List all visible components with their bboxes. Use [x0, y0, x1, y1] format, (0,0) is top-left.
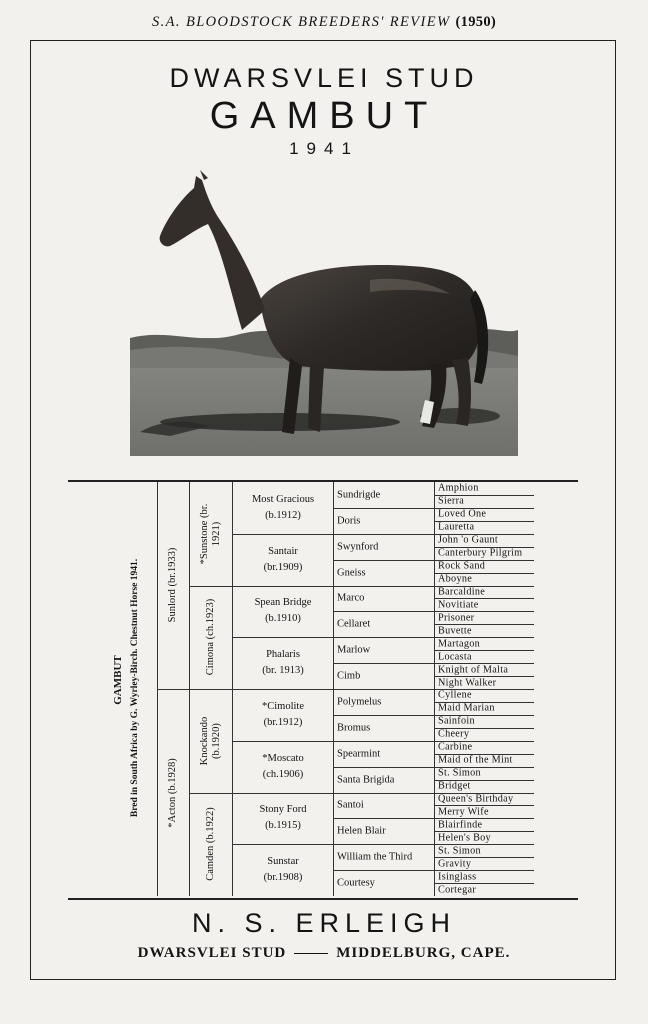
gen5-ancestor: Sierra — [438, 495, 465, 507]
gen3-ancestor-detail: (br.1909) — [263, 561, 303, 573]
pedigree-top-rule — [68, 480, 578, 482]
gen5-ancestor: Isinglass — [438, 871, 477, 883]
running-head — [0, 14, 648, 31]
gen5-ancestor: Cortegar — [438, 884, 477, 896]
gen3-divider — [232, 586, 333, 587]
subject-breeding-note: Bred in South Africa by G. Wyrley-Birch. Chestnut Horse 1941. — [130, 558, 140, 818]
gen5-ancestor: Cheery — [438, 728, 470, 740]
gen4-divider — [333, 767, 434, 768]
subject-horse-name: GAMBUT — [112, 655, 124, 705]
gen3-ancestor-name: Most Gracious — [251, 493, 315, 505]
gen5-ancestor: Rock Sand — [438, 560, 486, 572]
sire-name: Sunlord (br.1933) — [167, 547, 178, 623]
gen3-ancestor — [234, 699, 332, 731]
gen5-ancestor: Martagon — [438, 638, 481, 650]
publication-title: S.A. BLOODSTOCK BREEDERS' REVIEW — [151, 14, 451, 30]
gen5-ancestor: Canterbury Pilgrim — [438, 547, 523, 559]
gen3-ancestor-detail: (b.1915) — [265, 820, 301, 832]
gen4-ancestor: Helen Blair — [337, 825, 386, 837]
gen4-divider — [333, 534, 434, 535]
pedigree-bottom-rule — [68, 898, 578, 900]
gen5-ancestor: Knight of Malta — [438, 664, 509, 676]
gen5-ancestor: Gravity — [438, 858, 472, 870]
horse-title: GAMBUT — [209, 95, 439, 137]
gen3-ancestor — [234, 854, 332, 886]
gen3-ancestor-name: *Moscato — [262, 752, 304, 764]
gen3-ancestor-detail: (ch.1906) — [262, 768, 304, 780]
gen5-ancestor: Night Walker — [438, 677, 497, 689]
gen5-ancestor: St. Simon — [438, 845, 481, 857]
gen3-ancestor-name: Spean Bridge — [254, 597, 312, 609]
gen3-ancestor-name: Sunstar — [267, 856, 299, 868]
gen5-ancestor: Amphion — [438, 482, 479, 494]
gen4-ancestor: Marco — [337, 592, 365, 604]
gen4-divider — [333, 560, 434, 561]
gen4-divider — [333, 844, 434, 845]
gen2-ancestor: Cimona (ch.1923) — [205, 599, 216, 676]
gen3-ancestor — [234, 595, 332, 627]
gen3-divider — [232, 844, 333, 845]
gen4-divider — [333, 818, 434, 819]
gen5-ancestor: Queen's Birthday — [438, 793, 514, 805]
gen3-ancestor-detail: (br.1912) — [263, 716, 303, 728]
gen5-ancestor: Lauretta — [438, 521, 475, 533]
gen4-divider — [333, 586, 434, 587]
gen3-divider — [232, 534, 333, 535]
gen5-ancestor: Locasta — [438, 651, 472, 663]
gen3-ancestor-name: Phalaris — [266, 649, 300, 661]
gen3-ancestor — [234, 492, 332, 524]
gen3-ancestor — [234, 544, 332, 576]
gen4-ancestor: Santa Brigida — [337, 774, 395, 786]
address-dash — [294, 953, 328, 955]
gen4-ancestor: Santoi — [337, 799, 364, 811]
gen3-ancestor-detail: (b.1910) — [265, 613, 301, 625]
gen2-ancestor: Camden (b.1922) — [205, 807, 216, 881]
stud-address — [0, 945, 648, 962]
gen4-ancestor: Bromus — [337, 722, 371, 734]
gen4-divider — [333, 689, 434, 690]
gen5-ancestor: Loved One — [438, 508, 487, 520]
gen3-ancestor-name: Santair — [268, 545, 298, 557]
dam-name: *Acton (b.1928) — [167, 758, 178, 828]
gen4-ancestor: Cimb — [337, 670, 361, 682]
gen3-ancestor-name: *Cimolite — [262, 700, 304, 712]
horse-photo — [130, 170, 518, 456]
gen3-ancestor — [234, 751, 332, 783]
gen4-ancestor: Polymelus — [337, 696, 382, 708]
gen4-ancestor: Doris — [337, 515, 361, 527]
gen5-ancestor: Prisoner — [438, 612, 475, 624]
gen4-ancestor: Cellaret — [337, 618, 371, 630]
gen4-divider — [333, 663, 434, 664]
gen3-divider — [232, 793, 333, 794]
gen4-ancestor: Courtesy — [337, 877, 375, 889]
gen4-divider — [333, 637, 434, 638]
gen2-ancestor: Knockando (b.1920) — [199, 716, 222, 765]
stud-title: DWARSVLEI STUD — [169, 63, 479, 93]
gen5-ancestor: John 'o Gaunt — [438, 534, 499, 546]
gen3-ancestor-name: Stony Ford — [259, 804, 307, 816]
gen4-divider — [333, 741, 434, 742]
gen5-ancestor: Merry Wife — [438, 806, 489, 818]
gen2-divider — [189, 689, 232, 690]
publication-year: (1950) — [455, 14, 497, 30]
gen3-divider — [232, 689, 333, 690]
gen3-ancestor-detail: (b.1912) — [265, 509, 301, 521]
gen5-ancestor: Helen's Boy — [438, 832, 491, 844]
gen3-divider — [232, 741, 333, 742]
gen5-ancestor: Aboyne — [438, 573, 473, 585]
gen4-divider — [333, 715, 434, 716]
gen5-ancestor: Barcaldine — [438, 586, 486, 598]
gen3-ancestor-detail: (br.1908) — [263, 872, 303, 884]
gen4-divider — [333, 508, 434, 509]
gen4-ancestor: Gneiss — [337, 567, 366, 579]
gen3-divider — [232, 637, 333, 638]
gen5-ancestor: Novitiate — [438, 599, 479, 611]
gen5-ancestor: Bridget — [438, 780, 471, 792]
gen4-divider — [333, 611, 434, 612]
gen5-ancestor: Maid of the Mint — [438, 754, 513, 766]
gen2-ancestor: *Sunstone (br. 1921) — [199, 503, 222, 565]
gen3-ancestor — [234, 802, 332, 834]
gen4-ancestor: Sundrigde — [337, 489, 381, 501]
gen4-ancestor: Swynford — [337, 541, 379, 553]
gen5-ancestor: Carbine — [438, 741, 473, 753]
gen5-ancestor: Maid Marian — [438, 702, 495, 714]
foaling-year: 1941 — [289, 139, 359, 158]
gen2-divider — [189, 793, 232, 794]
gen5-ancestor: Blairfinde — [438, 819, 483, 831]
gen5-ancestor: Buvette — [438, 625, 472, 637]
address-stud: DWARSVLEI STUD — [137, 945, 287, 961]
owner-name: N. S. ERLEIGH — [191, 908, 457, 938]
gen5-ancestor: Cyllene — [438, 689, 472, 701]
gen2-divider — [189, 586, 232, 587]
gen4-divider — [333, 793, 434, 794]
address-location: MIDDELBURG, CAPE. — [336, 945, 511, 961]
gen4-ancestor: William the Third — [337, 851, 413, 863]
gen3-ancestor — [234, 647, 332, 679]
gen5-ancestor: Sainfoin — [438, 715, 475, 727]
gen5-ancestor: St. Simon — [438, 767, 481, 779]
pedigree-sire-dam-divider — [157, 689, 189, 690]
gen4-ancestor: Spearmint — [337, 748, 381, 760]
gen3-ancestor-detail: (br. 1913) — [262, 665, 304, 677]
gen4-ancestor: Marlow — [337, 644, 371, 656]
gen4-divider — [333, 870, 434, 871]
